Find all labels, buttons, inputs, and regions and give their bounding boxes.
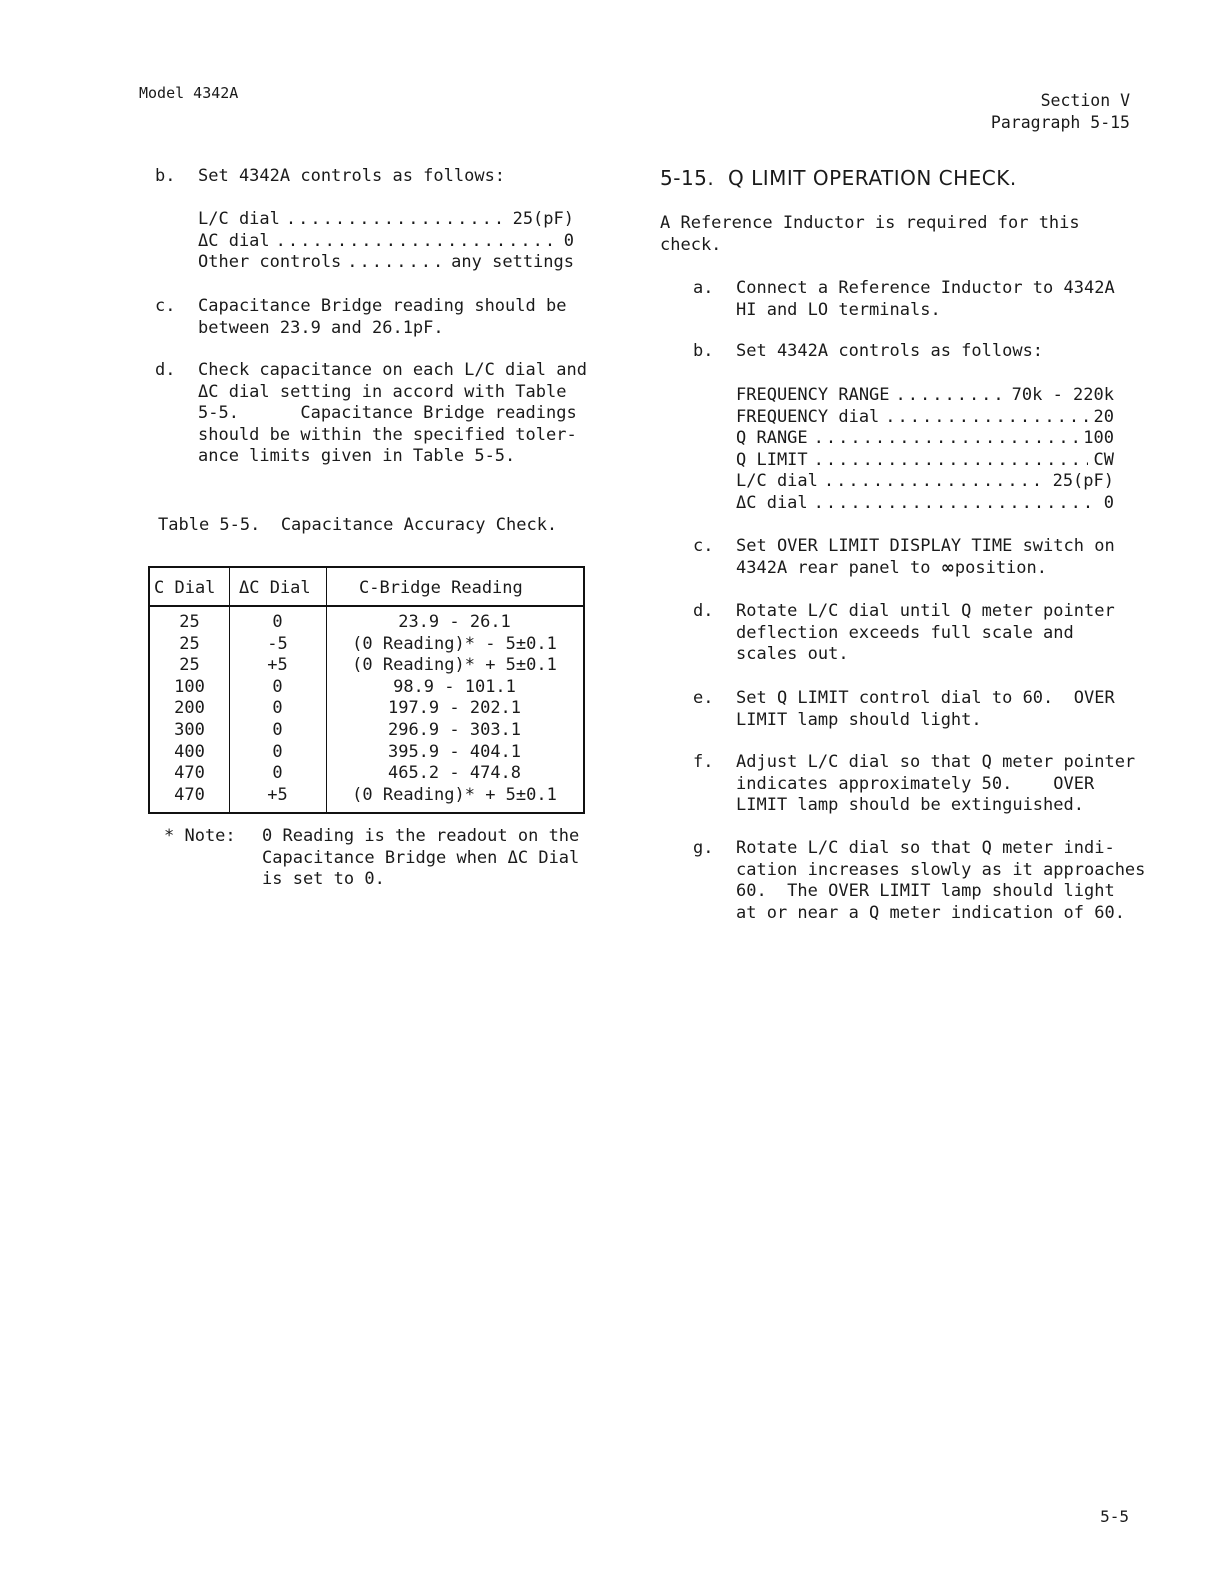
step-f-label: f.	[693, 752, 714, 772]
intro-text	[660, 213, 1080, 256]
step-c-label: c.	[155, 296, 176, 316]
step-a-label: a.	[693, 278, 714, 298]
setting-row	[198, 231, 574, 253]
table-cell: 296.9 - 303.1	[387, 719, 522, 740]
text-line: ΔC dial setting in accord with Table	[198, 381, 567, 402]
text-line: LIMIT lamp should light.	[736, 709, 982, 730]
step-c-label: c.	[693, 536, 714, 556]
setting-row	[198, 209, 574, 231]
step-g-text	[736, 838, 1145, 924]
text-line: Capacitance Bridge when ΔC Dial	[262, 847, 580, 868]
table-cell: 0	[272, 698, 283, 719]
setting-name: ΔC dial	[198, 230, 270, 251]
table-header-cell: C Dial	[154, 578, 216, 598]
setting-row	[736, 471, 1114, 493]
text-fragment: position.	[954, 557, 1047, 578]
step-b-text: Set 4342A controls as follows:	[736, 341, 1044, 361]
table-cell: 395.9 - 404.1	[387, 741, 522, 762]
table-cell: 0	[272, 719, 283, 740]
text-line: Connect a Reference Inductor to 4342A	[736, 278, 1115, 298]
section-title: 5-15. Q LIMIT OPERATION CHECK.	[660, 166, 1017, 190]
step-c-text	[198, 296, 566, 339]
setting-name: Other controls	[198, 252, 342, 273]
setting-row	[736, 407, 1114, 429]
left-settings-list	[198, 209, 574, 274]
step-d-label: d.	[693, 601, 714, 621]
table-cell: 0	[272, 612, 283, 632]
table-cell: 470	[174, 784, 205, 805]
table-cell: 25	[179, 612, 200, 632]
table-header-cell: C-Bridge Reading	[359, 578, 523, 598]
setting-value: 25(pF)	[1052, 471, 1114, 492]
text-line: at or near a Q meter indication of 60.	[736, 902, 1125, 923]
setting-row	[736, 428, 1114, 450]
step-e-label: e.	[693, 688, 714, 708]
step-b-label: b.	[155, 166, 176, 186]
table-header-cell: ΔC Dial	[239, 578, 311, 598]
table-cell: 100	[174, 676, 205, 697]
setting-value: 0	[563, 230, 574, 251]
paragraph-label: Paragraph 5-15	[990, 113, 1130, 132]
infinity-symbol: ∞	[940, 557, 955, 578]
step-f-text	[736, 752, 1135, 817]
text-line: deflection exceeds full scale and	[736, 622, 1074, 643]
setting-value: 25(pF)	[512, 209, 574, 229]
table-cell: 197.9 - 202.1	[387, 698, 522, 719]
text-line: 0 Reading is the readout on the	[262, 826, 580, 846]
text-line: scales out.	[736, 644, 849, 665]
setting-value: 20	[1093, 406, 1114, 427]
table-cell: 25	[179, 655, 200, 676]
setting-name: ΔC dial	[736, 492, 808, 513]
setting-name: L/C dial	[198, 209, 280, 229]
setting-name: FREQUENCY RANGE	[736, 385, 890, 405]
page-number: 5-5	[1100, 1507, 1129, 1526]
c-dial-column	[150, 612, 229, 806]
text-line: HI and LO terminals.	[736, 299, 941, 320]
table-cell: 25	[179, 633, 200, 654]
setting-row	[736, 450, 1114, 472]
text-line: Check capacitance on each L/C dial and	[198, 360, 587, 380]
text-line	[736, 558, 1115, 580]
step-b-label: b.	[693, 341, 714, 361]
step-a-text	[736, 278, 1115, 321]
table-cell: (0 Reading)* + 5±0.1	[352, 784, 557, 805]
step-d-text	[736, 601, 1115, 666]
table-cell: 0	[272, 763, 283, 784]
c-bridge-reading-column	[326, 612, 583, 806]
text-line: LIMIT lamp should be extinguished.	[736, 795, 1084, 816]
setting-value: CW	[1093, 449, 1114, 470]
text-line: cation increases slowly as it approaches	[736, 859, 1146, 880]
table-cell: 0	[272, 741, 283, 762]
setting-row	[736, 493, 1114, 515]
text-line: indicates approximately 50. OVER	[736, 773, 1095, 794]
setting-name: Q RANGE	[736, 428, 808, 449]
text-line: check.	[660, 234, 722, 255]
text-line: Capacitance Bridge reading should be	[198, 296, 567, 316]
section-reference	[991, 90, 1130, 134]
table-cell: 465.2 - 474.8	[387, 763, 522, 784]
table-cell: (0 Reading)* - 5±0.1	[352, 633, 557, 654]
table-cell: 400	[174, 741, 205, 762]
note-text	[262, 826, 579, 891]
setting-value: any settings	[451, 252, 574, 273]
table-cell: 98.9 - 101.1	[393, 676, 516, 697]
table-cell: (0 Reading)* + 5±0.1	[352, 655, 557, 676]
step-c-text	[736, 536, 1115, 579]
text-fragment: 4342A rear panel to	[736, 557, 941, 578]
text-line: ance limits given in Table 5-5.	[198, 446, 516, 467]
table-cell: +5	[267, 655, 288, 676]
table-cell: 23.9 - 26.1	[398, 612, 511, 632]
setting-row	[736, 385, 1114, 407]
text-line: Adjust L/C dial so that Q meter pointer	[736, 752, 1136, 772]
step-b-text: Set 4342A controls as follows:	[198, 166, 506, 186]
setting-value: 100	[1083, 428, 1114, 449]
table-cell: +5	[267, 784, 288, 805]
table-cell: 300	[174, 719, 205, 740]
setting-row	[198, 252, 574, 274]
step-d-label: d.	[155, 360, 176, 380]
setting-value: 70k - 220k	[1011, 385, 1114, 405]
note-label: * Note:	[164, 826, 236, 846]
table-cell: 0	[272, 676, 283, 697]
setting-name: Q LIMIT	[736, 449, 808, 470]
text-line: Set Q LIMIT control dial to 60. OVER	[736, 688, 1115, 708]
text-line: Rotate L/C dial so that Q meter indi-	[736, 838, 1115, 858]
table-caption: Table 5-5. Capacitance Accuracy Check.	[158, 515, 558, 535]
table-cell: -5	[267, 633, 288, 654]
setting-value: 0	[1103, 492, 1114, 513]
step-g-label: g.	[693, 838, 714, 858]
delta-c-dial-column	[229, 612, 326, 806]
capacitance-accuracy-table	[148, 566, 585, 814]
model-label: Model 4342A	[139, 84, 239, 102]
text-line: Rotate L/C dial until Q meter pointer	[736, 601, 1115, 621]
table-cell: 470	[174, 763, 205, 784]
step-d-text	[198, 360, 587, 468]
text-line: 5-5. Capacitance Bridge readings	[198, 403, 577, 424]
setting-name: FREQUENCY dial	[736, 406, 880, 427]
text-line: A Reference Inductor is required for this	[660, 213, 1080, 233]
text-line: between 23.9 and 26.1pF.	[198, 317, 444, 338]
setting-name: L/C dial	[736, 471, 818, 492]
section-label: Section V	[1040, 91, 1130, 110]
text-line: is set to 0.	[262, 869, 385, 890]
text-line: 60. The OVER LIMIT lamp should light	[736, 881, 1115, 902]
table-cell: 200	[174, 698, 205, 719]
right-settings-list	[736, 385, 1114, 515]
step-e-text	[736, 688, 1115, 731]
text-line: Set OVER LIMIT DISPLAY TIME switch on	[736, 536, 1115, 556]
text-line: should be within the specified toler-	[198, 424, 577, 445]
